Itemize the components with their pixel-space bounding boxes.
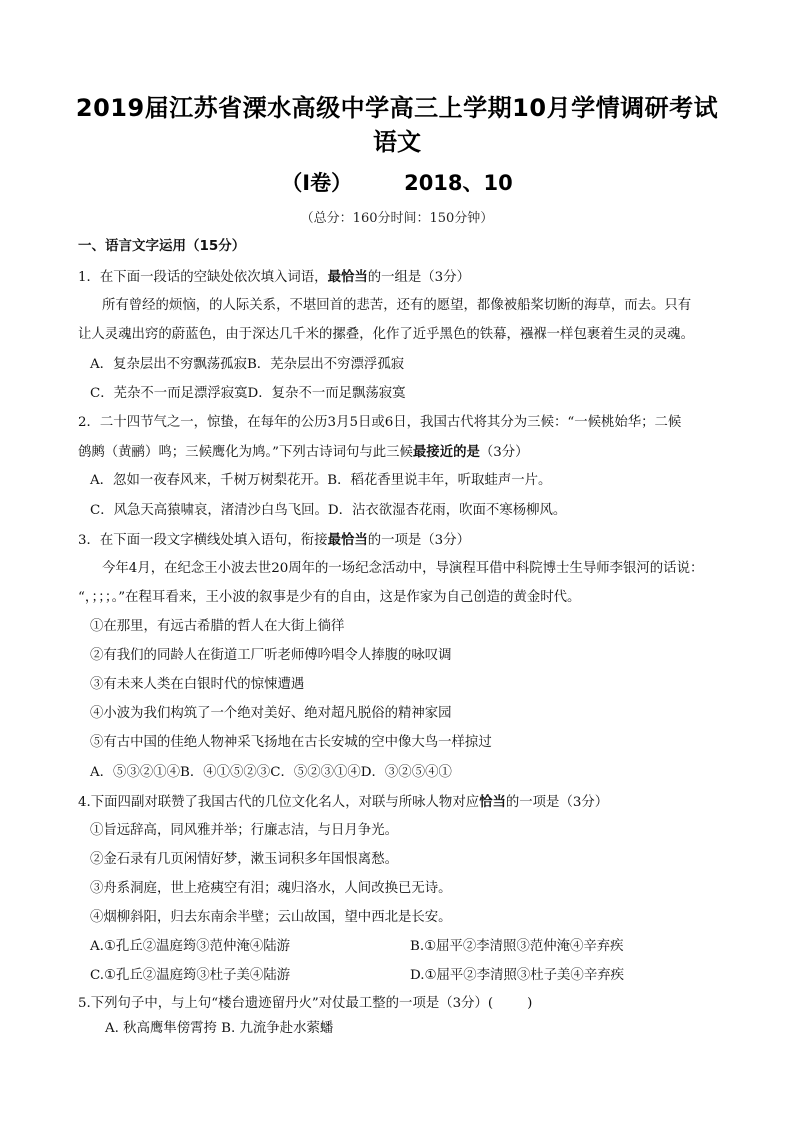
q4-options-row1	[90, 938, 740, 956]
q1-stem-tail: 的一组是（3分）	[367, 270, 470, 285]
exam-date: 2018、10	[404, 171, 513, 195]
exam-subject: 语文	[373, 128, 421, 156]
q3-passage-line1: 今年4月，在纪念王小波去世20周年的一场纪念活动中，导演程耳借中科院博士生导师李银河的话说：	[102, 561, 704, 576]
q3-sentence-2: ②有我们的同龄人在街道工厂听老师傅吟唱令人捧腹的咏叹调	[90, 648, 452, 663]
q2-options-ab: A．忽如一夜春风来，千树万树梨花开。B．稻花香里说丰年，听取蛙声一片。	[90, 473, 552, 488]
q4-couplet-2: ②金石录有几页闲情好梦，漱玉词积多年国恨离愁。	[90, 852, 398, 867]
q1-stem-text: 1．在下面一段话的空缺处依次填入词语，	[78, 270, 328, 285]
q5-stem-text: 5.下列句子中，与上句“楼台遗迹留丹火”对仗最工整的一项是（3分）(	[78, 996, 494, 1011]
q3-sentence-1: ①在那里，有远古希腊的哲人在大街上徜徉	[90, 619, 345, 634]
q3-stem-text: 3．在下面一段文字横线处填入语句，衔接	[78, 533, 328, 548]
q5-stem	[78, 995, 728, 1013]
q2-stem-line1: 2．二十四节气之一，惊蛰，在每年的公历3月5日或6日，我国古代将其分为三候：“一候桃始华；二候	[78, 415, 682, 430]
q3-options: A．⑤③②①④B．④①⑤②③C．⑤②③①④D．③②⑤④①	[90, 765, 452, 780]
q4-option-c: C.①孔丘②温庭筠③杜子美④陆游	[90, 968, 291, 983]
q3-sentence-4: ④小波为我们构筑了一个绝对美好、绝对超凡脱俗的精神家园	[90, 706, 452, 721]
q1-stem	[78, 268, 728, 287]
q4-stem-emphasis: 恰当	[479, 794, 506, 810]
q4-couplet-1: ①旨远辞高，同风雅并举；行廉志洁，与日月争光。	[90, 823, 398, 838]
q1-passage-line1: 所有曾经的烦恼，的人际关系，不堪回首的悲苦，还有的愿望，都像被船桨切断的海草，而去。只有	[102, 298, 692, 313]
q2-stem-emphasis: 最接近的是	[412, 444, 480, 460]
q4-couplet-4: ④烟柳斜阳，归去东南余半壁；云山故国，望中西北是长安。	[90, 910, 452, 925]
q4-options-row2	[90, 967, 740, 985]
q1-passage-line2: 让人灵魂出窍的蔚蓝色，由于深达几千米的摞叠，化作了近乎黑色的铁幕，襁褓一样包裹着生灵的灵魂。	[78, 327, 694, 342]
q3-passage-line2: “，；；；。”在程耳看来，王小波的叙事是少有的自由，这是作家为自己创造的黄金时代。	[78, 590, 581, 605]
q4-stem-text: 4.下面四副对联赞了我国古代的几位文化名人，对联与所咏人物对应	[78, 795, 480, 810]
q2-stem-line2	[78, 443, 728, 462]
q4-option-d: D.①屈平②李清照③杜子美④辛弃疾	[410, 968, 624, 983]
q3-stem-emphasis: 最恰当	[327, 532, 368, 548]
q3-stem	[78, 531, 728, 550]
q2-options-cd: C．风急天高猿啸哀，渚清沙白鸟飞回。D．沾衣欲湿杏花雨，吹面不寒杨柳风。	[90, 503, 567, 518]
q2-stem-tail: （3分）	[479, 445, 529, 460]
q4-option-b: B.①屈平②李清照③范仲淹④辛弃疾	[410, 939, 624, 954]
q1-options-cd: C．芜杂不一而足漂浮寂寞D．复杂不一而足飘荡寂寞	[90, 386, 406, 401]
q5-stem-close: )	[527, 996, 533, 1011]
section-heading: 一、语言文字运用（15分）	[78, 238, 246, 254]
q3-sentence-3: ③有未来人类在白银时代的惊悚遭遇	[90, 677, 305, 692]
q4-stem	[78, 793, 728, 812]
q3-stem-tail: 的一项是（3分）	[367, 533, 470, 548]
exam-info: （总分：160分时间：150分钟）	[300, 211, 494, 226]
exam-volume-date	[0, 167, 794, 197]
q1-options-ab: A．复杂层出不穷飘荡孤寂B．芜杂层出不穷漂浮孤寂	[90, 357, 405, 372]
q4-couplet-3: ③舟系洞庭，世上疮痍空有泪；魂归洛水，人间改换已无诗。	[90, 881, 452, 896]
q4-stem-tail: 的一项是（3分）	[505, 795, 609, 810]
q2-stem-text: 鸧鹒（黄鹂）鸣；三候鹰化为鸠。”下列古诗词句与此三候	[78, 445, 413, 460]
q3-sentence-5: ⑤有古中国的佳绝人物神采飞扬地在古长安城的空中像大鸟一样掠过	[90, 735, 492, 750]
exam-title: 2019届江苏省溧水高级中学高三上学期10月学情调研考试	[75, 94, 719, 122]
q1-stem-emphasis: 最恰当	[327, 269, 368, 285]
q5-options: A. 秋高鹰隼傍霄挎 B. 九流争赴水萦蟠	[105, 1021, 334, 1036]
exam-volume: （Ⅰ卷）	[281, 171, 353, 195]
q4-option-a: A.①孔丘②温庭筠③范仲淹④陆游	[90, 939, 291, 954]
